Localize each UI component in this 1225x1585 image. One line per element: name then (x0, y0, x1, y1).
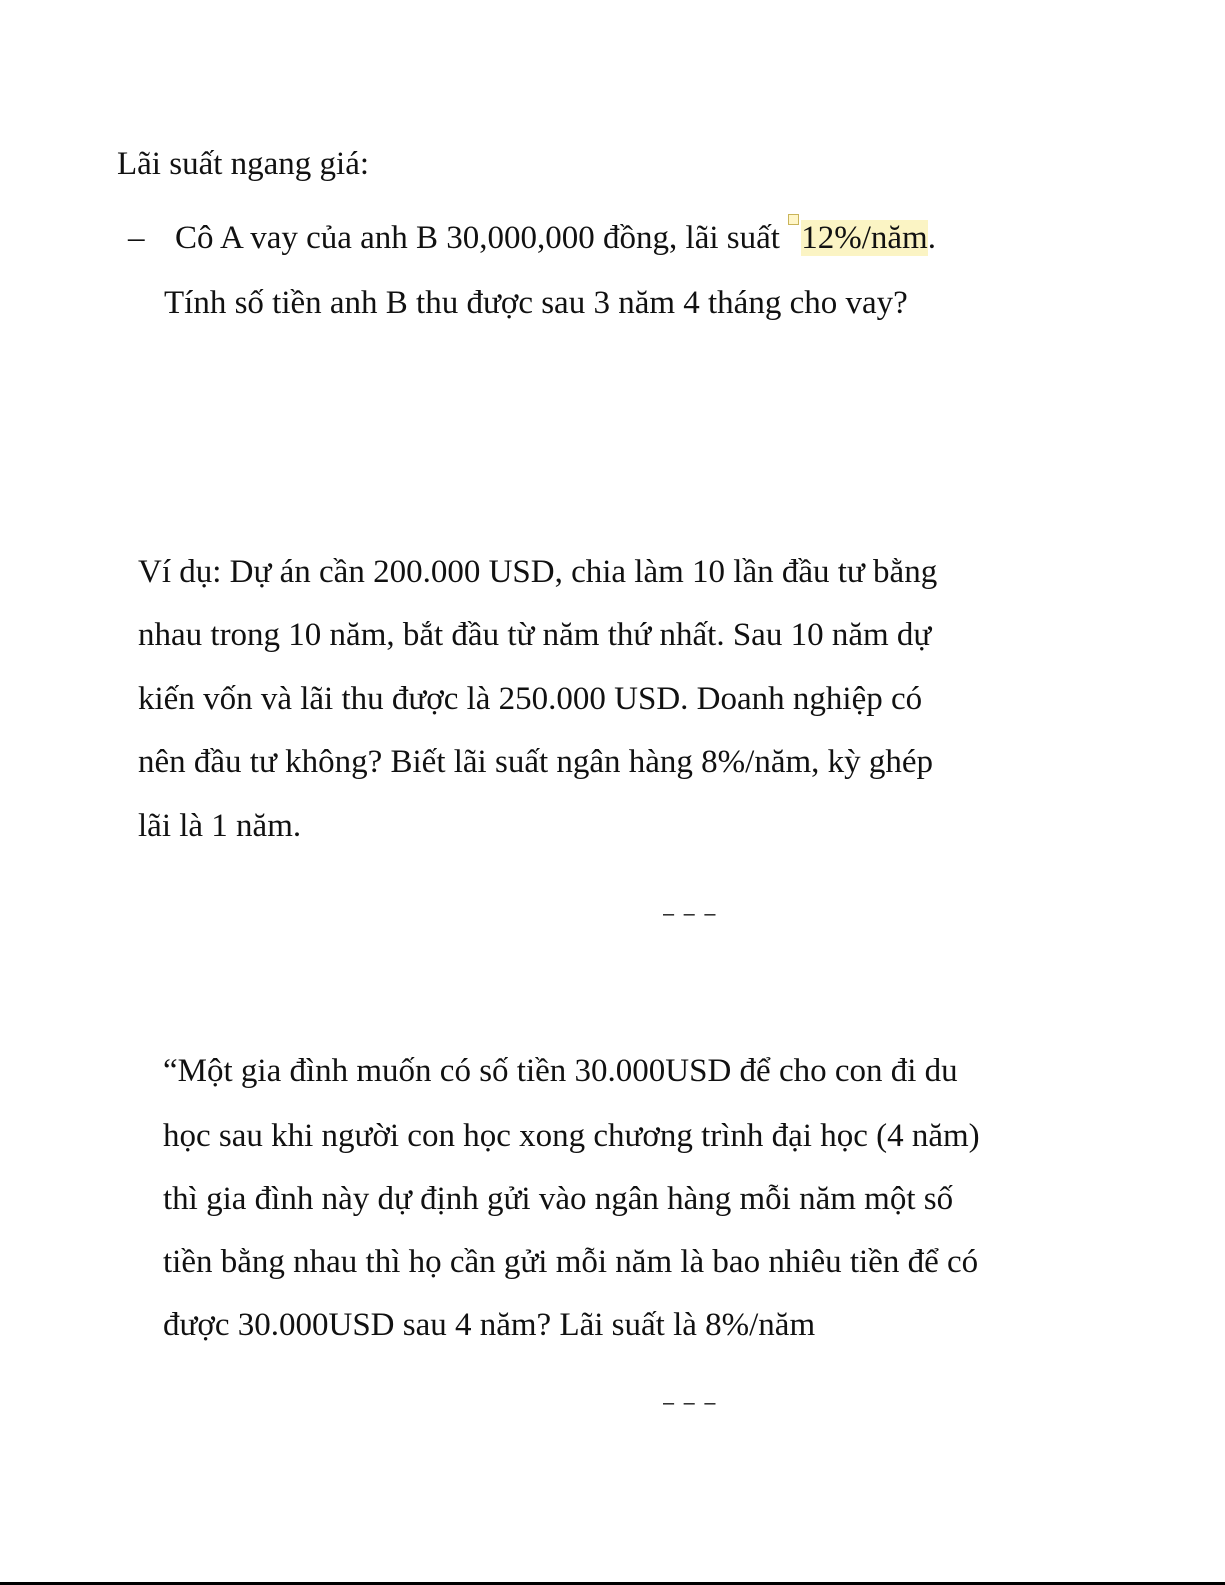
bullet-marker: – (128, 220, 145, 256)
example-line-3: kiến vốn và lãi thu được là 250.000 USD. Doanh nghiệp có (138, 681, 923, 717)
problem-line-3: thì gia đình này dự định gửi vào ngân hàng mỗi năm một số (163, 1181, 954, 1217)
problem-line-5: được 30.000USD sau 4 năm? Lãi suất là 8%/năm (163, 1307, 816, 1343)
loan-text: Cô A vay của anh B 30,000,000 đồng, lãi suất (175, 220, 789, 256)
example-line-2: nhau trong 10 năm, bắt đầu từ năm thứ nhất. Sau 10 năm dự (138, 617, 932, 653)
bullet-item-line-1 (128, 222, 936, 255)
highlighted-interest-rate: 12%/năm (801, 220, 928, 256)
separator-dashes: – – – (663, 903, 718, 925)
problem-line-4: tiền bằng nhau thì họ cần gửi mỗi năm là bao nhiêu tiền để có (163, 1244, 979, 1280)
problem-line-1: “Một gia đình muốn có số tiền 30.000USD để cho con đi du (163, 1053, 958, 1089)
bullet-item-line-2: Tính số tiền anh B thu được sau 3 năm 4 tháng cho vay? (164, 285, 908, 321)
section-heading: Lãi suất ngang giá: (117, 146, 370, 182)
problem-line-2: học sau khi người con học xong chương trình đại học (4 năm) (163, 1118, 980, 1154)
example-line-4: nên đầu tư không? Biết lãi suất ngân hàng 8%/năm, kỳ ghép (138, 744, 934, 780)
example-line-5: lãi là 1 năm. (138, 808, 302, 844)
comment-marker-icon[interactable] (788, 214, 799, 225)
separator-dashes: – – – (663, 1392, 718, 1414)
loan-text-end: . (927, 220, 936, 256)
example-line-1: Ví dụ: Dự án cần 200.000 USD, chia làm 10 lần đầu tư bằng (138, 554, 938, 590)
